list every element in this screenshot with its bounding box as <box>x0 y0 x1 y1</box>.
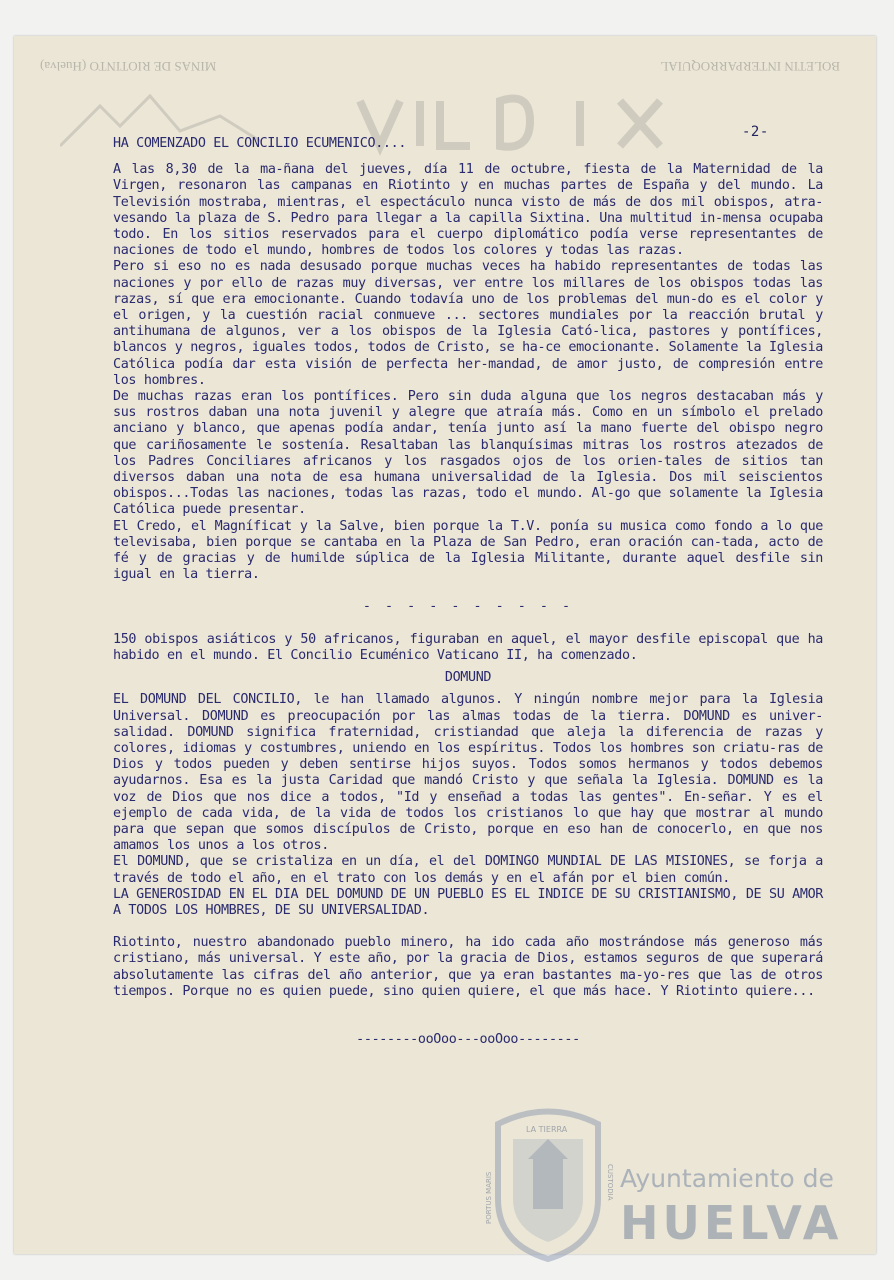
watermark-line1: Ayuntamiento de <box>620 1164 834 1193</box>
huelva-seal-icon <box>478 1104 618 1264</box>
paragraph-3: De muchas razas eran los pontífices. Pero sin duda alguna que los negros destacaban más y sus rostros daban una nota juvenil y alegre que atraía más. Como en un símbolo el prelado anciano y blanco, que apenas podía andar, tenía junto así la mano fuerte del obispo negro que cariñosamente le sostenía. Resaltaban las blanquísimas mitras los rostros atezados de los Padres Conciliares africanos y los rasgados ojos de los orien-tales de sitios tan diversos daban una nota de esa humana universalidad de la Iglesia. Dos mil seiscientos obispos...Todas las naciones, todas las razas, todo el mundo. Al-go que solamente la Iglesia Católica puede presentar. <box>113 389 823 518</box>
paragraph-1: A las 8,30 de la ma-ñana del jueves, día 11 de octubre, fiesta de la Maternidad de la Virgen, resonaron las campanas en Riotinto y en muchas partes de España y del mundo. La Televisión mostraba, mientras, el espectáculo nunca visto de más de dos mil obispos, atra-vesando la plaza de S. Pedro para llegar a la capilla Sixtina. Una multitud in-mensa ocupaba todo. En los sitios reservados para el cuerpo diplomático podía verse representantes de naciones de todo el mundo, hombres de todos los colores y todas las razas. <box>113 162 823 259</box>
article-body <box>113 136 823 1048</box>
bleed-through-left: BOLETIN INTERPARROQUIAL <box>660 59 840 74</box>
domund-paragraph-3: LA GENEROSIDAD EN EL DIA DEL DOMUND DE UN PUEBLO ES EL INDICE DE SU CRISTIANISMO, DE SU AMOR A TODOS LOS HOMBRES, DE SU UNIVERSALIDAD. <box>113 886 823 918</box>
watermark-line2: HUELVA <box>620 1196 843 1250</box>
end-mark: --------ooOoo---ooOoo-------- <box>356 1031 580 1047</box>
svg-text:PORTUS MARIS: PORTUS MARIS <box>485 1171 493 1224</box>
paragraph-4: El Credo, el Magníficat y la Salve, bien porque la T.V. ponía su musica como fondo a lo que televisaba, bien porque se cantaba en la Plaza de San Pedro, eran oración can-tada, acto de fé y de gracias y de humilde súplica de la Iglesia Militante, durante aquel desfile sin igual en la tierra. <box>113 518 823 583</box>
section-separator: - - - - - - - - - - <box>362 599 574 615</box>
bleed-through-header <box>40 56 840 76</box>
domund-paragraph-2: El DOMUND, que se cristaliza en un día, el del DOMINGO MUNDIAL DE LAS MISIONES, se forja a través de todo el año, en el trato con los demás y en el afán por el bien común. <box>113 854 823 886</box>
svg-text:LA TIERRA: LA TIERRA <box>526 1125 568 1134</box>
paragraph-2: Pero si eso no es nada desusado porque muchas veces ha habido representantes de todas las naciones y por ello de razas muy diversas, ver entre los millares de los obispos todas las razas, sí que era emocionante. Cuando todavía uno de los problemas del mun-do es el color y el origen, y la cuestión racial conmueve ... sectores mundiales por la reacción brutal y antihumana de algunos, ver a los obispos de la Iglesia Cató-lica, pastores y pontífices, blancos y negros, iguales todos, todos de Cristo, se ha-ce emocionante. Solamente la Iglesia Católica podía dar esta visión de perfecta her-mandad, de amor justo, de compresión entre los hombres. <box>113 259 823 388</box>
bleed-through-right: MINAS DE RIOTINTO (Huelva) <box>40 59 217 74</box>
page-number: -2- <box>742 124 769 140</box>
domund-title: DOMUND <box>444 670 492 686</box>
closing-paragraph: 150 obispos asiáticos y 50 africanos, figuraban en aquel, el mayor desfile episcopal que ha habido en el mundo. El Concilio Ecuménico Vaticano II, ha comenzado. <box>113 631 823 663</box>
riotinto-paragraph: Riotinto, nuestro abandonado pueblo minero, ha ido cada año mostrándose más generoso más cristiano, más universal. Y este año, por la gracia de Dios, estamos seguros de que superará absolutamente las cifras del año anterior, que ya eran bastantes ma-yo-res que las de otros tiempos. Porque no es quien puede, sino quien quiere, el que más hace. Y Riotinto quiere... <box>113 935 823 999</box>
svg-text:CUSTODIA: CUSTODIA <box>606 1164 614 1201</box>
domund-paragraph-1: EL DOMUND DEL CONCILIO, le han llamado algunos. Y ningún nombre mejor para la Iglesia Universal. DOMUND es preocupación por las almas todas de la tierra. DOMUND es univer-salidad. DOMUND significa fraternidad, cristiandad que aleja la diferencia de razas y colores, idiomas y costumbres, uniendo en los espíritus. Todos los hombres son criatu-ras de Dios y todos pueden y deben sentirse hijos suyos. Todos somos hermanos y todos debemos ayudarnos. Esa es la justa Caridad que mandó Cristo y que señala la Iglesia. DOMUND es la voz de Dios que nos dice a todos, "Id y enseñad a todas las gentes". En-señar. Y es el ejemplo de cada vida, de la vida de todos los cristianos lo que hay que mostrar al mundo para que sepan que somos discípulos de Cristo, porque en eso han de conocerlo, en que nos amamos los unos a los otros. <box>113 692 823 854</box>
ayuntamiento-watermark <box>478 1104 858 1264</box>
article-headline: HA COMENZADO EL CONCILIO ECUMENICO.... <box>113 136 407 151</box>
